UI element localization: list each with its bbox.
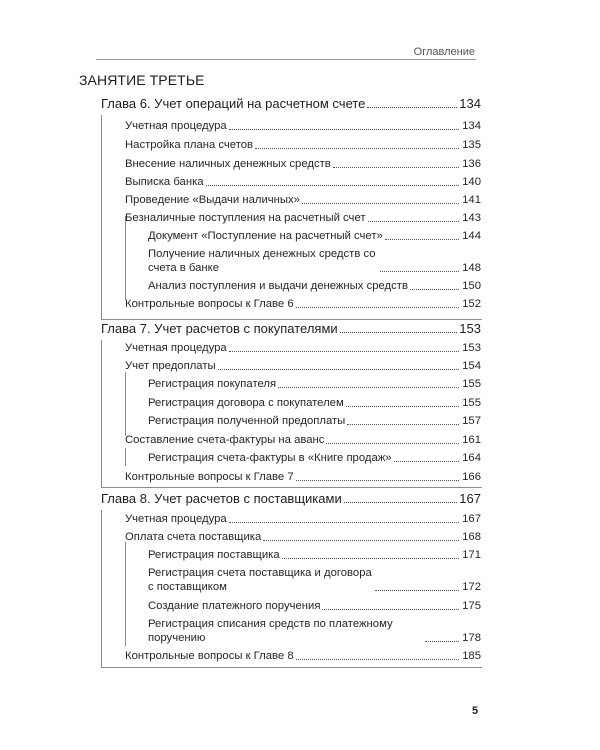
dot-leader — [367, 107, 457, 108]
toc-entry[interactable] — [125, 512, 481, 526]
dot-leader — [282, 558, 459, 559]
toc-subentry-title: Регистрация списания средств по платежному поручению — [148, 618, 393, 644]
toc-page-number: 157 — [462, 415, 481, 427]
toc-subentry[interactable] — [148, 451, 481, 465]
toc-page-number: 172 — [462, 581, 481, 593]
dot-leader — [296, 480, 459, 481]
toc-entry[interactable] — [125, 433, 481, 447]
lesson-title: ЗАНЯТИЕ ТРЕТЬЕ — [79, 72, 205, 88]
dot-leader — [229, 129, 459, 130]
toc-page-number: 140 — [462, 176, 481, 188]
toc-entry-title: Учетная процедура — [125, 342, 227, 354]
toc-entry-title: Составление счета-фактуры на аванс — [125, 434, 325, 446]
toc-subentry-title: Анализ поступления и выдачи денежных средств — [148, 280, 408, 292]
toc-chapter[interactable] — [101, 97, 481, 111]
toc-page-number: 167 — [459, 491, 481, 506]
toc-page-number: 135 — [462, 139, 481, 151]
dot-leader — [333, 167, 459, 168]
toc-subentry[interactable] — [148, 548, 481, 562]
dot-leader — [380, 271, 459, 272]
running-head: Оглавление — [413, 46, 475, 58]
toc-entry-title: Учетная процедура — [125, 513, 227, 525]
toc-entry[interactable] — [125, 119, 481, 133]
toc-entry[interactable] — [125, 193, 481, 207]
dot-leader — [206, 185, 459, 186]
toc-page-number: 168 — [462, 531, 481, 543]
toc-page-number: 152 — [462, 298, 481, 310]
toc-page-number: 185 — [462, 650, 481, 662]
toc-page-number: 164 — [462, 452, 481, 464]
toc-entry[interactable] — [125, 470, 481, 484]
toc-page-number: 155 — [462, 378, 481, 390]
toc-entry[interactable] — [125, 341, 481, 355]
dot-leader — [425, 641, 459, 642]
toc-subentry[interactable] — [148, 229, 481, 243]
toc-entry[interactable] — [125, 649, 481, 663]
page-number: 5 — [472, 705, 479, 717]
dot-leader — [368, 221, 459, 222]
dot-leader — [375, 590, 459, 591]
dot-leader — [394, 461, 459, 462]
toc-entry-title: Оплата счета поставщика — [125, 531, 262, 543]
chapter-6-bracket — [101, 115, 102, 319]
toc-page-number: 175 — [462, 600, 481, 612]
toc-entry-title: Выписка банка — [125, 176, 204, 188]
toc-page-number: 134 — [462, 120, 481, 132]
toc-chapter[interactable] — [101, 322, 481, 336]
toc-subentry-title: Регистрация счета поставщика и договора с поставщиком — [148, 567, 372, 593]
toc-entry[interactable] — [125, 138, 481, 152]
dot-leader — [296, 307, 459, 308]
toc-subentry-title: Регистрация счета-фактуры в «Книге продаж» — [148, 452, 392, 464]
dot-leader — [255, 148, 459, 149]
toc-subentry-title: Регистрация покупателя — [148, 378, 277, 390]
toc-entry-title: Контрольные вопросы к Главе 7 — [125, 471, 294, 483]
toc-page-number: 136 — [462, 158, 481, 170]
toc-chapter-title: Глава 6. Учет операций на расчетном счете — [101, 96, 366, 111]
toc-page-number: 150 — [462, 280, 481, 292]
dot-leader — [347, 424, 459, 425]
toc-subentry-title: Регистрация поставщика — [148, 549, 280, 561]
chapter-7-bracket — [101, 340, 102, 487]
toc-subentry[interactable] — [148, 414, 481, 428]
dot-leader — [346, 406, 459, 407]
toc-subentry-title: Создание платежного поручения — [148, 600, 321, 612]
toc-entry[interactable] — [125, 157, 481, 171]
toc-chapter-title: Глава 7. Учет расчетов с покупателями — [101, 321, 338, 336]
toc-subentry[interactable] — [148, 396, 481, 410]
toc-subentry[interactable] — [148, 279, 481, 293]
toc-chapter[interactable] — [101, 492, 481, 506]
dot-leader — [229, 522, 459, 523]
toc-page-number: 161 — [462, 434, 481, 446]
toc-subentry-title: Получение наличных денежных средств со счета в банке — [148, 248, 376, 274]
toc-subentry-title: Регистрация полученной предоплаты — [148, 415, 346, 427]
chapter-6-separator — [101, 319, 482, 320]
toc-entry[interactable] — [125, 359, 481, 373]
toc-page-number: 167 — [462, 513, 481, 525]
toc-page-number: 155 — [462, 397, 481, 409]
toc-page-number: 148 — [462, 262, 481, 274]
toc-subentry-title: Документ «Поступление на расчетный счет» — [148, 230, 383, 242]
dot-leader — [302, 203, 459, 204]
toc-page-number: 166 — [462, 471, 481, 483]
toc-page-number: 134 — [459, 96, 481, 111]
toc-page-number: 143 — [462, 212, 481, 224]
chapter-8-bracket — [101, 510, 102, 667]
toc-entry-title: Безналичные поступления на расчетный счет — [125, 212, 366, 224]
toc-page-number: 153 — [459, 321, 481, 336]
toc-entry[interactable] — [125, 530, 481, 544]
dot-leader — [296, 659, 459, 660]
dot-leader — [229, 351, 459, 352]
dot-leader — [218, 369, 459, 370]
toc-subentry-title: Регистрация договора с покупателем — [148, 397, 344, 409]
dot-leader — [410, 289, 459, 290]
toc-entry[interactable] — [125, 211, 481, 225]
toc-page-number: 154 — [462, 360, 481, 372]
toc-entry-title: Внесение наличных денежных средств — [125, 158, 331, 170]
dot-leader — [263, 540, 459, 541]
toc-entry[interactable] — [125, 175, 481, 189]
toc-page-number: 144 — [462, 230, 481, 242]
dot-leader — [340, 332, 458, 333]
section-bracket — [125, 542, 126, 646]
toc-entry-title: Проведение «Выдачи наличных» — [125, 194, 300, 206]
toc-subentry[interactable] — [148, 599, 481, 613]
toc-entry-title: Настройка плана счетов — [125, 139, 254, 151]
toc-page-number: 178 — [462, 632, 481, 644]
dot-leader — [326, 443, 459, 444]
toc-subentry[interactable] — [148, 617, 481, 645]
chapter-7-separator — [101, 487, 482, 488]
toc-entry-title: Контрольные вопросы к Главе 6 — [125, 298, 294, 310]
dot-leader — [344, 502, 458, 503]
toc-entry-title: Контрольные вопросы к Главе 8 — [125, 650, 294, 662]
toc-page-number: 153 — [462, 342, 481, 354]
toc-subentry[interactable] — [148, 247, 481, 275]
toc-subentry[interactable] — [148, 566, 481, 594]
section-bracket — [125, 216, 126, 300]
toc-entry-title: Учет предоплаты — [125, 360, 216, 372]
toc-subentry[interactable] — [148, 377, 481, 391]
toc-page-number: 141 — [462, 194, 481, 206]
toc-entry[interactable] — [125, 297, 481, 311]
dot-leader — [385, 239, 459, 240]
toc-entry-title: Учетная процедура — [125, 120, 227, 132]
chapter-8-separator — [101, 667, 482, 668]
section-bracket — [125, 372, 126, 436]
toc-page-number: 171 — [462, 549, 481, 561]
toc-chapter-title: Глава 8. Учет расчетов с поставщиками — [101, 491, 342, 506]
dot-leader — [278, 387, 459, 388]
section-bracket — [125, 448, 126, 466]
dot-leader — [322, 609, 459, 610]
